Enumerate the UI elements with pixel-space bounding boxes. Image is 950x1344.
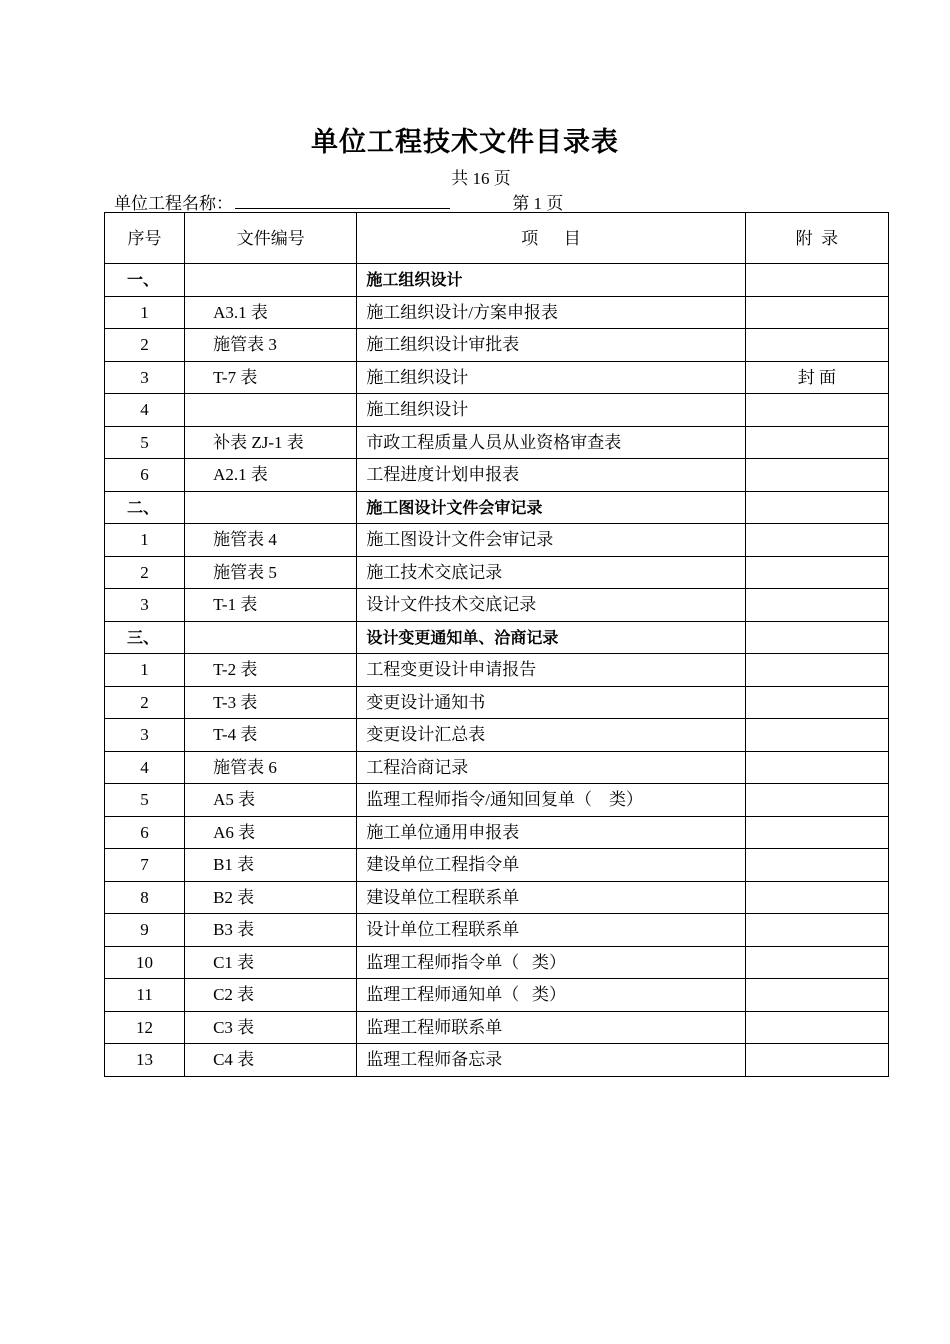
table-row <box>105 719 889 752</box>
cell-code <box>185 621 357 654</box>
table-row <box>105 849 889 882</box>
cell-item: 设计文件技术交底记录 <box>357 589 745 622</box>
total-pages: 共 16 页 <box>451 169 511 188</box>
cell-note <box>745 621 888 654</box>
cell-item: 监理工程师通知单（ 类） <box>357 979 745 1012</box>
cell-code <box>185 394 357 427</box>
cell-code: C4 表 <box>185 1044 357 1077</box>
table-row <box>105 979 889 1012</box>
cell-note <box>745 296 888 329</box>
cell-code: C2 表 <box>185 979 357 1012</box>
cell-no: 一、 <box>105 264 185 297</box>
table-row <box>105 556 889 589</box>
table-row <box>105 426 889 459</box>
table-row <box>105 784 889 817</box>
table-header-row <box>105 213 889 264</box>
cell-note <box>745 491 888 524</box>
cell-note <box>745 881 888 914</box>
cell-no: 6 <box>105 459 185 492</box>
project-name-label: 单位工程名称： <box>114 194 233 213</box>
cell-item: 工程进度计划申报表 <box>357 459 745 492</box>
cell-note <box>745 816 888 849</box>
cell-note <box>745 751 888 784</box>
cell-code <box>185 264 357 297</box>
cell-code: T-2 表 <box>185 654 357 687</box>
cell-code: T-1 表 <box>185 589 357 622</box>
cell-no: 1 <box>105 524 185 557</box>
header-code: 文件编号 <box>185 213 357 264</box>
cell-no: 4 <box>105 751 185 784</box>
cell-note <box>745 719 888 752</box>
cell-no: 10 <box>105 946 185 979</box>
cell-code: 补表 ZJ-1 表 <box>185 426 357 459</box>
cell-note <box>745 524 888 557</box>
cell-code: C1 表 <box>185 946 357 979</box>
table-row <box>105 524 889 557</box>
cell-item: 设计变更通知单、洽商记录 <box>357 621 745 654</box>
cell-note <box>745 979 888 1012</box>
cell-code: B3 表 <box>185 914 357 947</box>
cell-no: 5 <box>105 426 185 459</box>
cell-note: 封 面 <box>745 361 888 394</box>
cell-no: 4 <box>105 394 185 427</box>
cell-item: 变更设计汇总表 <box>357 719 745 752</box>
cell-code: B1 表 <box>185 849 357 882</box>
cell-note <box>745 459 888 492</box>
cell-item: 设计单位工程联系单 <box>357 914 745 947</box>
cell-item: 建设单位工程联系单 <box>357 881 745 914</box>
cell-no: 2 <box>105 556 185 589</box>
cell-item: 施工单位通用申报表 <box>357 816 745 849</box>
meta-line <box>114 189 563 214</box>
header-note: 附 录 <box>745 213 888 264</box>
cell-no: 13 <box>105 1044 185 1077</box>
table-row <box>105 654 889 687</box>
cell-item: 施工技术交底记录 <box>357 556 745 589</box>
cell-item: 建设单位工程指令单 <box>357 849 745 882</box>
cell-item: 施工组织设计 <box>357 264 745 297</box>
cell-no: 5 <box>105 784 185 817</box>
cell-code: T-3 表 <box>185 686 357 719</box>
section-row <box>105 264 889 297</box>
cell-note <box>745 556 888 589</box>
header-item: 项 目 <box>357 213 745 264</box>
cell-no: 7 <box>105 849 185 882</box>
cell-code <box>185 491 357 524</box>
cell-note <box>745 686 888 719</box>
catalog-table <box>104 212 889 1077</box>
cell-item: 工程变更设计申请报告 <box>357 654 745 687</box>
cell-item: 施工组织设计 <box>357 361 745 394</box>
table-row <box>105 946 889 979</box>
cell-item: 施工图设计文件会审记录 <box>357 524 745 557</box>
cell-note <box>745 914 888 947</box>
cell-no: 3 <box>105 361 185 394</box>
cell-item: 施工图设计文件会审记录 <box>357 491 745 524</box>
table-row <box>105 329 889 362</box>
cell-note <box>745 849 888 882</box>
cell-item: 施工组织设计/方案申报表 <box>357 296 745 329</box>
cell-item: 施工组织设计 <box>357 394 745 427</box>
cell-note <box>745 589 888 622</box>
cell-code: T-7 表 <box>185 361 357 394</box>
cell-code: 施管表 4 <box>185 524 357 557</box>
section-row <box>105 491 889 524</box>
cell-code: C3 表 <box>185 1011 357 1044</box>
cell-item: 监理工程师指令单（ 类） <box>357 946 745 979</box>
table-row <box>105 914 889 947</box>
cell-note <box>745 329 888 362</box>
cell-item: 市政工程质量人员从业资格审查表 <box>357 426 745 459</box>
cell-no: 2 <box>105 686 185 719</box>
cell-code: B2 表 <box>185 881 357 914</box>
table-row <box>105 1011 889 1044</box>
table-row <box>105 361 889 394</box>
cell-note <box>745 946 888 979</box>
cell-no: 3 <box>105 719 185 752</box>
table-row <box>105 1044 889 1077</box>
table-row <box>105 589 889 622</box>
cell-no: 11 <box>105 979 185 1012</box>
cell-no: 8 <box>105 881 185 914</box>
table-row <box>105 459 889 492</box>
cell-item: 施工组织设计审批表 <box>357 329 745 362</box>
cell-no: 1 <box>105 296 185 329</box>
cell-note <box>745 784 888 817</box>
cell-no: 二、 <box>105 491 185 524</box>
cell-note <box>745 264 888 297</box>
document-title: 单位工程技术文件目录表 <box>311 127 619 158</box>
table-row <box>105 751 889 784</box>
cell-note <box>745 426 888 459</box>
cell-code: 施管表 5 <box>185 556 357 589</box>
cell-no: 三、 <box>105 621 185 654</box>
cell-code: A2.1 表 <box>185 459 357 492</box>
table-row <box>105 296 889 329</box>
cell-item: 工程洽商记录 <box>357 751 745 784</box>
cell-note <box>745 654 888 687</box>
cell-code: 施管表 3 <box>185 329 357 362</box>
cell-code: 施管表 6 <box>185 751 357 784</box>
cell-note <box>745 1044 888 1077</box>
project-name-blank <box>235 194 450 209</box>
cell-item: 监理工程师指令/通知回复单（ 类） <box>357 784 745 817</box>
cell-item: 监理工程师备忘录 <box>357 1044 745 1077</box>
cell-no: 12 <box>105 1011 185 1044</box>
cell-note <box>745 1011 888 1044</box>
cell-code: T-4 表 <box>185 719 357 752</box>
table-row <box>105 686 889 719</box>
cell-code: A3.1 表 <box>185 296 357 329</box>
header-no: 序号 <box>105 213 185 264</box>
cell-no: 1 <box>105 654 185 687</box>
cell-no: 6 <box>105 816 185 849</box>
cell-code: A5 表 <box>185 784 357 817</box>
cell-item: 变更设计通知书 <box>357 686 745 719</box>
cell-code: A6 表 <box>185 816 357 849</box>
cell-no: 3 <box>105 589 185 622</box>
table-row <box>105 816 889 849</box>
cell-no: 9 <box>105 914 185 947</box>
table-row <box>105 881 889 914</box>
cell-item: 监理工程师联系单 <box>357 1011 745 1044</box>
cell-no: 2 <box>105 329 185 362</box>
section-row <box>105 621 889 654</box>
cell-note <box>745 394 888 427</box>
table-row <box>105 394 889 427</box>
page-number: 第 1 页 <box>512 194 564 213</box>
